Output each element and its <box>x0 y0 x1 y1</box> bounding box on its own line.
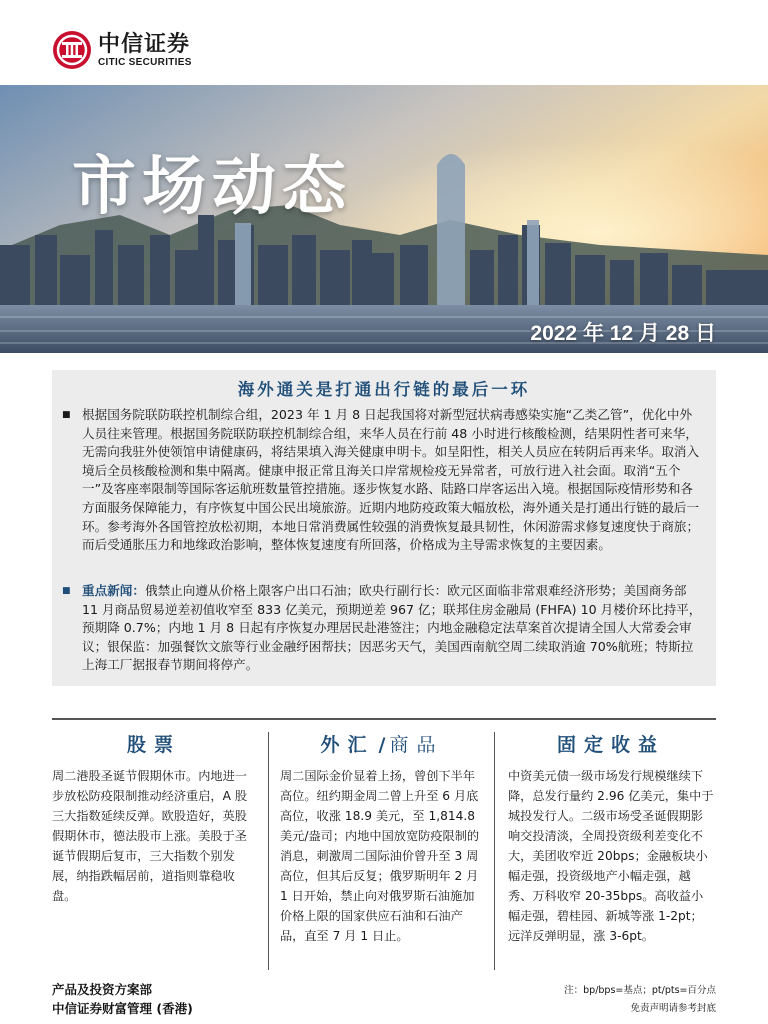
footer-notes <box>564 982 716 1018</box>
column-divider <box>494 732 495 970</box>
square-bullet-icon: ■ <box>62 410 71 420</box>
fx-commodities-heading <box>280 728 484 762</box>
key-news-text: 俄禁止向遵从价格上限客户出口石油；欧央行副行长：欧元区面临非常艰难经济形势；美国商务部 11 月商品贸易逆差初值收窄至 833 亿美元，预期逆差 967 亿；联邦住房金融局 (FHFA) 10 月楼价环比持平，预期降 0.7%；内地 1 月 8 日起有序恢复办理居民赴港签注；内地金融稳定法草案首次提请全国人大常委会审议；银保监：加强餐饮文旅等行业金融纾困帮扶；因恶劣天气，美国西南航空周二续取消逾 70%航班；特斯拉上海工厂据报春节期间将停产。 <box>82 583 702 673</box>
section-divider <box>52 718 716 720</box>
summary-headline: 海外通关是打通出行链的最后一环 <box>237 380 531 399</box>
fx-heading-b: 商品 <box>389 734 444 756</box>
cover-banner <box>0 85 768 353</box>
footer-dept-line2: 中信证券财富管理 (香港) <box>52 1001 193 1016</box>
citic-logo-mark-icon <box>52 30 92 70</box>
stocks-heading: 股票 <box>126 734 181 756</box>
banner-title: 市场动态 <box>72 150 352 224</box>
summary-paragraph <box>62 406 702 555</box>
fx-heading-a: 外汇 <box>320 734 375 756</box>
brand-name-en: CITIC SECURITIES <box>98 56 192 68</box>
fixed-income-column <box>508 728 714 976</box>
fx-commodities-column <box>280 728 484 976</box>
column-divider <box>268 732 269 970</box>
footer-department <box>52 980 193 1018</box>
footer-abbrev-note: 注：bp/bps=基点；pt/pts=百分点 <box>564 985 716 996</box>
summary-box <box>52 370 716 686</box>
citic-logo <box>52 30 192 70</box>
stocks-column <box>52 728 256 976</box>
footer-disclaimer: 免责声明请参考封底 <box>630 1003 716 1014</box>
stocks-body: 周二港股圣诞节假期休市。内地进一步放松防疫限制推动经济重启，A 股三大指数延续反弹。欧股造好，英股假期休市，德法股市上涨。美股于圣诞节假期后复市，三大指数个别发展，纳指跌幅居前，道指则靠稳收盘。 <box>52 769 248 903</box>
key-news-paragraph <box>62 582 702 675</box>
report-date: 2022 年 12 月 28 日 <box>530 322 716 345</box>
summary-paragraph-text: 根据国务院联防联控机制综合组，2023 年 1 月 8 日起我国将对新型冠状病毒感染实施“乙类乙管”，优化中外人员往来管理。根据国务院联防联控机制综合组，来华人员在行前 48 小时进行核酸检测，结果阴性者可来华，无需向我驻外使领馆申请健康码，将结果填入海关健康申明卡。如呈阳性，相关人员应在转阴后再来华。取消入境后全员核酸检测和集中隔离。健康申报正常且海关口岸常规检疫无异常者，可放行进入社会面。取消“五个一”及客座率限制等国际客运航班数量管控措施。逐步恢复水路、陆路口岸客运出入境。根据国际疫情形势和各方面服务保障能力，有序恢复中国公民出境旅游。近期内地防疫政策大幅放松，海外通关是打通出行链的最后一环。参考海外各国管控放松初期，本地日常消费属性较强的消费恢复最具韧性，休闲游需求修复速度快于商旅；而后受通胀压力和地缘政治影响，整体恢复速度有所回落，价格成为主导需求恢复的主要因素。 <box>82 407 700 553</box>
fixed-income-heading: 固定收益 <box>556 734 665 756</box>
key-news-label: 重点新闻： <box>82 583 145 598</box>
fx-heading-separator: / <box>378 734 386 756</box>
footer-dept-line1: 产品及投资方案部 <box>52 982 153 997</box>
fx-commodities-body: 周二国际金价显着上扬，曾创下半年高位。纽约期金周二曾上升至 6 月底高位，收涨 18.9 美元，至 1,814.8 美元/盎司；内地中国放宽防疫限制的消息，刺激周二国际油价曾升至 3 周高位，但其后反复；俄罗斯明年 2 月 1 日开始，禁止向对俄罗斯石油施加价格上限的国家供应石油和石油产品，直至 7 月 1 日止。 <box>280 769 480 943</box>
square-bullet-icon: ■ <box>62 586 71 596</box>
brand-name-cn: 中信证券 <box>98 31 191 57</box>
fixed-income-body: 中资美元债一级市场发行规模继续下降，总发行量约 2.96 亿美元，集中于城投发行人。二级市场受圣诞假期影响交投清淡，全周投资级利差变化不大，美团收窄近 20bps；金融板块小幅走强，投资级地产小幅走强，越秀、万科收窄 20-35bps。高收益小幅走强，碧桂园、新城等涨 1-2pt；远洋反弹明显，涨 3-6pt。 <box>508 769 714 943</box>
